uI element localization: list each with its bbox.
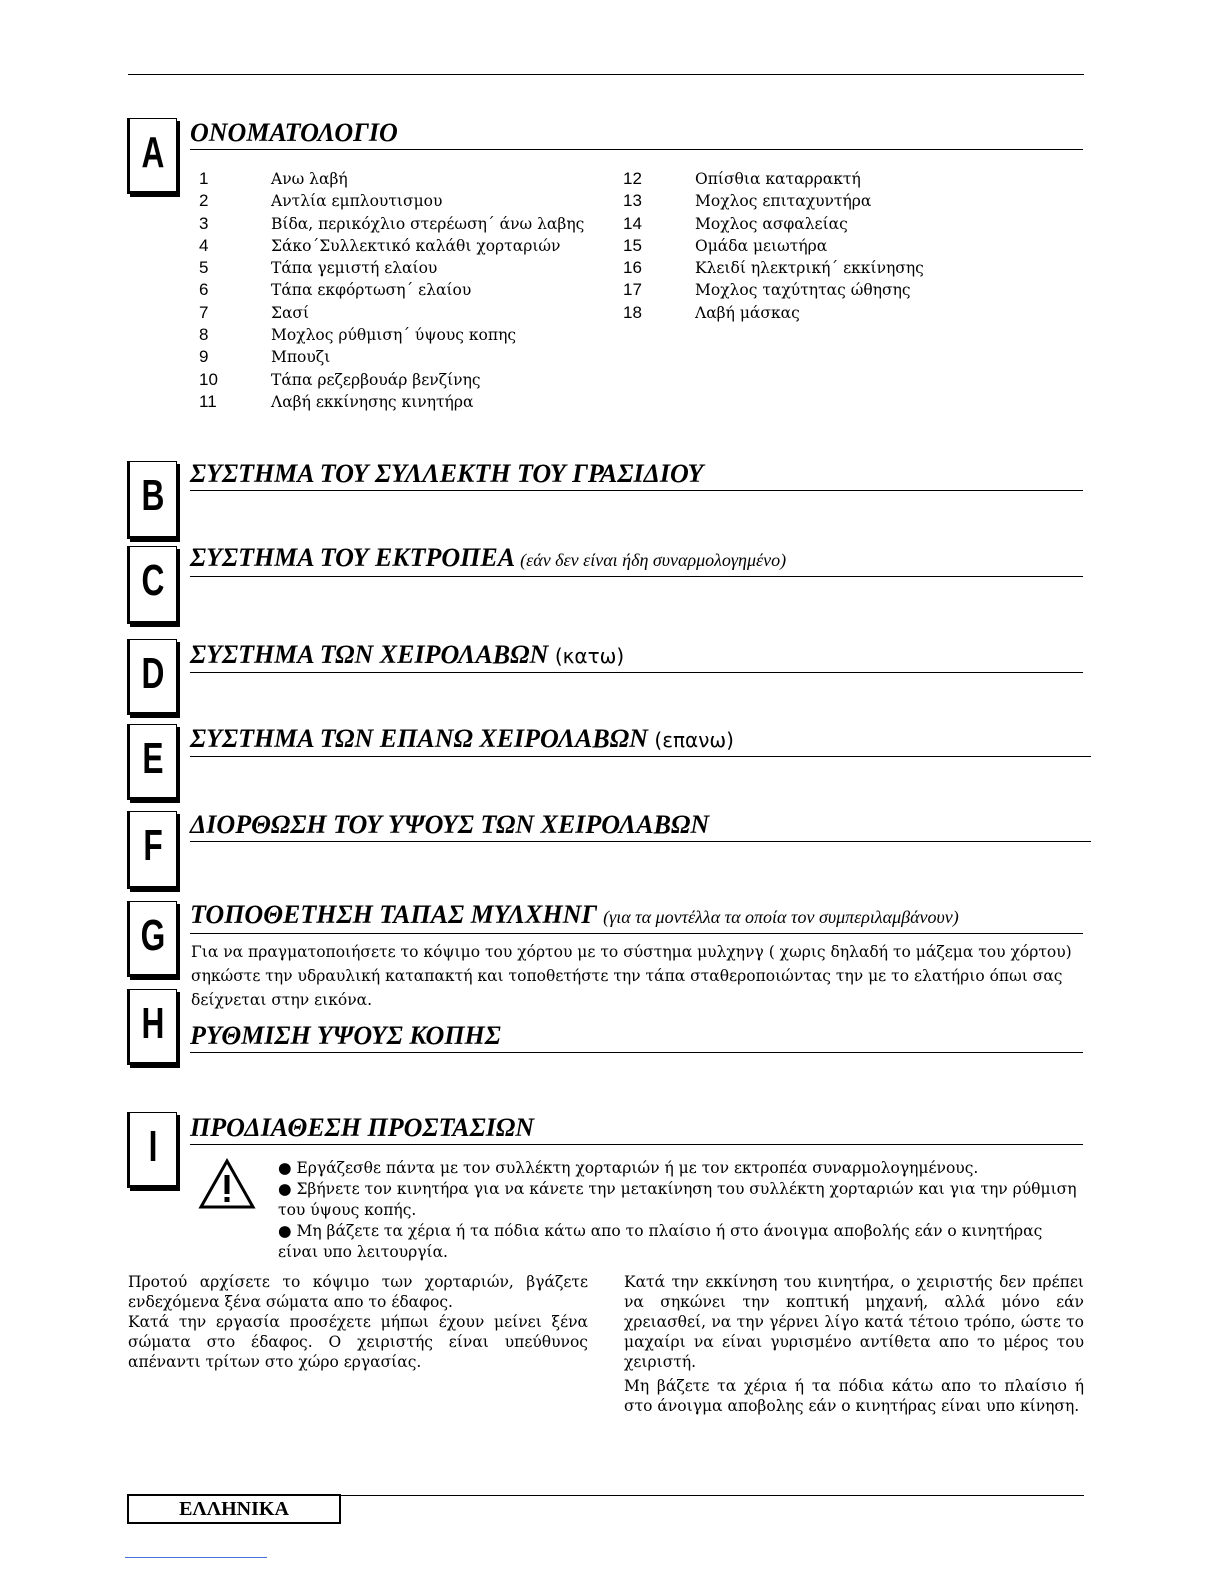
paragraph: Κατά την εκκίνηση του κινητήρα, ο χειριστής δεν πρέπει να σηκώνει την κοπτική μηχανή, αλλά μόνο εάν χρειασθεί, να την γέρνει λίγο κατά τέτοιο τρόπο, ώστε το μαχαίρι να είναι γυρισμένο αντίθετα απο το μέρος του χειριστή. [624,1273,1084,1371]
part-number: 14 [623,213,642,233]
part-list-item [199,279,584,301]
part-number: 18 [623,302,642,322]
part-list-item [623,279,924,301]
part-number: 12 [623,169,642,188]
part-number: 2 [199,191,209,211]
section-c-marker [127,546,177,624]
part-label: Σασί [271,303,310,322]
section-g-letter: G [140,911,166,960]
part-number: 9 [199,347,209,367]
paragraph: Κατά την εργασία προσέχετε μήπωι έχουν μείνει ξένα σώματα στο έδαφος. Ο χειριστής είναι υπεύθυνος απέναντι τρίτων στο χώρο εργασίας. [128,1313,588,1371]
part-label: Σάκο΄Συλλεκτικό καλάθι χορταριών [271,236,561,255]
section-c-title: ΣΥΣΤΗΜΑ ΤΟΥ ΕΚΤΡΟΠΕΑ (εάν δεν είναι ήδη συναρμολογημένο) [190,543,1083,577]
section-b-letter: B [141,471,165,520]
safety-bullet: ● Εργάζεσθε πάντα με τον συλλέκτη χορταριών ή με τον εκτροπέα συναρμολογημένους. [278,1159,979,1177]
section-b-marker [127,461,177,539]
section-h-letter: H [141,999,165,1048]
section-e-title: ΣΥΣΤΗΜΑ ΤΩΝ ΕΠΑΝΩ ΧΕΙΡΟΛΑΒΩΝ (επανω) [190,724,1091,757]
part-list-item [623,235,924,257]
safety-bullet: ● Μη βάζετε τα χέρια ή τα πόδια κάτω απο το πλαίσιο ή στο άνοιγμα αποβολής εάν ο κινητήρας είναι υπο λειτουργία. [278,1222,1043,1261]
left-column-text [128,1272,588,1376]
part-number: 3 [199,213,209,233]
section-h-marker [127,989,177,1065]
part-label: Μοχλος επιταχυντήρα [695,192,872,211]
part-list-item [623,190,924,212]
part-list-item [623,213,924,235]
part-list-item [199,324,584,346]
part-label: Κλειδί ηλεκτρική΄ εκκίνησης [695,259,924,278]
part-number: 1 [199,169,209,188]
section-e-letter: E [142,734,164,783]
section-h-title: ΡΥΘΜΙΣΗ ΥΨΟΥΣ ΚΟΠΗΣ [190,1021,1083,1053]
part-list-item [199,346,584,368]
part-label: Τάπα ρεζερβουάρ βενζίνης [271,370,481,389]
section-b-title: ΣΥΣΤΗΜΑ ΤΟΥ ΣΥΛΛΕΚΤΗ ΤΟΥ ΓΡΑΣΙΔΙΟΥ [190,459,1083,491]
part-list-item [623,168,924,190]
warning-triangle-icon [198,1158,256,1210]
part-label: Λαβή μάσκας [695,303,800,322]
part-list-item [199,369,584,391]
section-a-marker [127,118,177,194]
part-label: Λαβή εκκίνησης κινητήρα [271,392,474,411]
part-label: Μοχλος ασφαλείας [695,214,848,233]
safety-bullet: ● Σβήνετε τον κινητήρα για να κάνετε την μετακίνηση του συλλέκτη χορταριών και για την ρύθμιση του ύψους κοπής. [278,1180,1077,1219]
part-list-item [623,302,924,324]
paragraph: Προτού αρχίσετε το κόψιμο των χορταριών, βγάζετε ενδεχόμενα ξένα σώματα απο το έδαφος. [128,1273,588,1311]
part-label: Μοχλος ρύθμιση΄ ύψους κοπης [271,326,517,345]
section-i-title: ΠΡΟΔΙΑΘΕΣΗ ΠΡΟΣΤΑΣΙΩΝ [190,1113,1083,1145]
section-a-letter: A [141,128,165,177]
section-e-marker [127,724,177,800]
part-list-item [199,257,584,279]
part-label: Αντλία εμπλουτισμου [271,192,443,211]
section-f-letter: F [143,821,163,870]
section-a-title: ΟΝΟΜΑΤΟΛΟΓΙΟ [190,118,1083,150]
part-list-item [199,213,584,235]
part-number: 10 [199,369,218,389]
part-number: 17 [623,280,642,300]
parts-list-right [623,168,924,324]
part-number: 15 [623,235,642,255]
safety-bullet-list [278,1158,1078,1263]
part-number: 7 [199,302,209,322]
part-label: Ομάδα μειωτήρα [695,236,828,255]
section-g-title: ΤΟΠΟΘΕΤΗΣΗ ΤΑΠΑΣ ΜΥΛΧΗΝΓ (για τα μοντέλλα τα οποία τον συμπεριλαμβάνουν) [190,900,1083,934]
right-column-text [624,1272,1084,1420]
section-i-marker [127,1112,177,1188]
part-number: 13 [623,191,642,211]
part-number: 6 [199,280,209,300]
section-c-letter: C [141,556,165,605]
top-rule [128,74,1084,75]
part-list-item [623,257,924,279]
part-list-item [199,168,584,190]
paragraph: Μη βάζετε τα χέρια ή τα πόδια κάτω απο το πλαίσιο ή στο άνοιγμα αποβολης εάν ο κινητήρας είναι υπο κίνηση. [624,1377,1084,1415]
section-d-marker [127,639,177,715]
section-i-letter: I [148,1122,158,1171]
part-label: Τάπα γεμιστή ελαίου [271,259,438,278]
footer-link-underline [125,1557,267,1558]
part-number: 11 [199,391,217,411]
bottom-rule [340,1495,1084,1496]
part-label: Μπουζι [271,348,331,367]
section-f-title: ΔΙΟΡΘΩΣΗ ΤΟΥ ΥΨΟΥΣ ΤΩΝ ΧΕΙΡΟΛΑΒΩΝ [190,810,1091,842]
part-list-item [199,235,584,257]
part-label: Ανω λαβή [271,170,348,188]
section-g-text: Για να πραγματοποιήσετε το κόψιμο του χόρτου με το σύστημα μυλχηνγ ( χωρις δηλαδή το μάζεμα του χόρτου) σηκώστε την υδραυλική καταπακτή και τοποθετήστε την τάπα σταθεροποιώντας την με το ελατήριο όπωι σας δείχνεται στην εικόνα. [191,943,1072,1009]
part-label: Τάπα εκφόρτωση΄ ελαίου [271,281,472,300]
part-list-item [199,302,584,324]
part-number: 8 [199,325,209,345]
footer-language-label: ΕΛΛΗΝΙΚΑ [127,1494,341,1524]
parts-list-left [199,168,584,413]
part-number: 4 [199,235,209,255]
part-label: Μοχλος ταχύτητας ώθησης [695,281,911,300]
part-label: Βίδα, περικόχλιο στερέωση΄ άνω λαβης [271,214,585,233]
part-number: 5 [199,258,209,278]
part-number: 16 [623,258,642,278]
part-list-item [199,190,584,212]
part-list-item [199,391,584,413]
section-d-letter: D [141,649,165,698]
section-d-title: ΣΥΣΤΗΜΑ ΤΩΝ ΧΕΙΡΟΛΑΒΩΝ (κατω) [190,640,1083,673]
section-g-marker [127,901,177,977]
section-f-marker [127,811,177,889]
part-label: Οπίσθια καταρρακτή [695,170,861,188]
